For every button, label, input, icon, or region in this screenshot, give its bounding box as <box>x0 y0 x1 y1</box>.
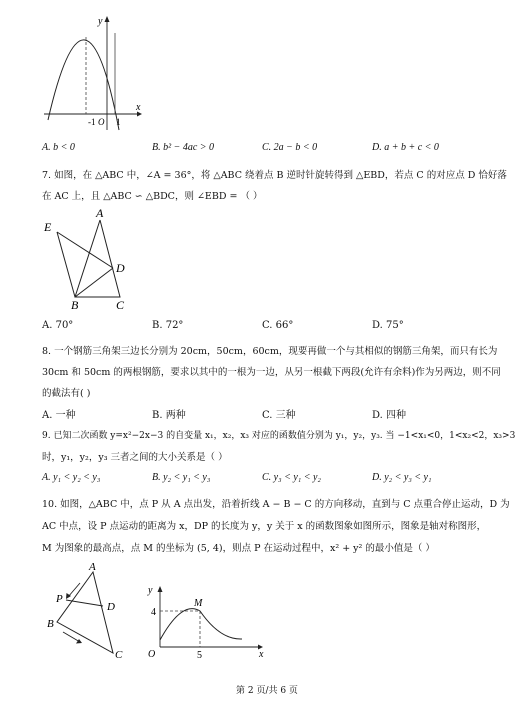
q7-label-b: B <box>71 298 79 312</box>
q7-label-d: D <box>116 261 125 275</box>
q10-label-d: D <box>107 601 115 613</box>
q10-y-tick-4: 4 <box>151 607 156 618</box>
q7-option-a: A. 70° <box>42 320 74 331</box>
q10-label-b: B <box>47 618 54 630</box>
q8-option-a: A. 一种 <box>42 410 76 421</box>
q9-option-a: A. y₁ < y₂ < y₃ <box>42 472 101 483</box>
q7-label-c: C <box>116 298 125 312</box>
q6-option-d: D. a + b + c < 0 <box>372 142 439 153</box>
q10-text-line2: AC 中点，设 P 点运动的距离为 x，DP 的长度为 y，y 关于 x 的函数图象如图所示，图象是轴对称图形， <box>42 521 487 532</box>
q6-origin-label: O <box>98 117 105 127</box>
q6-option-a: A. b < 0 <box>42 142 75 153</box>
q8-text-line1: 8. 一个钢筋三角架三边长分别为 20cm，50cm，60cm，现要再做一个与其相似的钢筋三角架，而只有长为 <box>42 346 498 357</box>
q6-option-c: C. 2a − b < 0 <box>262 142 318 153</box>
q7-label-e: E <box>44 220 52 234</box>
q7-text-line1: 7. 如图，在 △ABC 中，∠A = 36°，将 △ABC 绕着点 B 逆时针旋转得到 △EBD，若点 C 的对应点 D 恰好落 <box>42 170 507 181</box>
q8-option-c: C. 三种 <box>262 410 296 421</box>
q8-text-line2: 30cm 和 50cm 的两根钢筋，要求以其中的一根为一边，从另一根截下两段(允许有余料)作为另两边，则不同 <box>42 367 501 378</box>
q10-y-arrow <box>158 586 163 592</box>
q6-option-b: B. b² − 4ac > 0 <box>152 142 215 153</box>
q6-x-label: x <box>136 102 141 113</box>
q7-label-a: A <box>96 206 104 220</box>
q9-text-line1: 9. 已知二次函数 y=x²−2x−3 的自变量 x₁，x₂，x₃ 对应的函数值分别为 y₁，y₂，y₃. 当 −1<x₁<0，1<x₂<2，x₃>3 <box>42 431 516 441</box>
q7-option-d: D. 75° <box>372 320 404 331</box>
q9-option-c: C. y₃ < y₁ < y₂ <box>262 472 321 483</box>
q10-peak-label: M <box>194 598 203 609</box>
q10-label-p: P <box>56 593 63 605</box>
q7-option-c: C. 66° <box>262 320 294 331</box>
q6-tick-neg1: -1 <box>88 117 96 127</box>
q8-text-line3: 的截法有( ) <box>42 388 91 399</box>
q6-tick-1: 1 <box>116 117 121 127</box>
q8-option-b: B. 两种 <box>152 410 186 421</box>
q7-option-b: B. 72° <box>152 320 184 331</box>
q10-y-label: y <box>148 585 153 596</box>
q10-text-line3: M 为图象的最高点，点 M 的坐标为 (5, 4)，则点 P 在运动过程中，x² + y² 的最小值是（ ） <box>42 543 435 554</box>
q9-option-b: B. y₂ < y₁ < y₃ <box>152 472 211 483</box>
page-footer: 第 2 页/共 6 页 <box>236 686 298 696</box>
q10-text-line1: 10. 如图，△ABC 中，点 P 从 A 点出发，沿着折线 A − B − C 的方向移动，直到与 C 点重合停止运动，D 为 <box>42 499 510 510</box>
q10-x-tick-5: 5 <box>197 650 202 661</box>
q8-option-d: D. 四种 <box>372 410 407 421</box>
q10-x-label: x <box>259 649 264 660</box>
q6-y-label: y <box>98 16 103 27</box>
q7-text-line2: 在 AC 上，且 △ABC ∽ △BDC，则 ∠EBD = （ ） <box>42 191 263 202</box>
q9-text-line2: 时，y₁，y₂，y₃ 三者之间的大小关系是（ ） <box>42 452 228 463</box>
q10-function-curve <box>160 609 242 640</box>
q10-label-c: C <box>115 649 123 661</box>
q10-origin-label: O <box>148 649 156 660</box>
q9-option-d: D. y₂ < y₃ < y₁ <box>372 472 432 483</box>
q10-label-a: A <box>89 561 96 573</box>
